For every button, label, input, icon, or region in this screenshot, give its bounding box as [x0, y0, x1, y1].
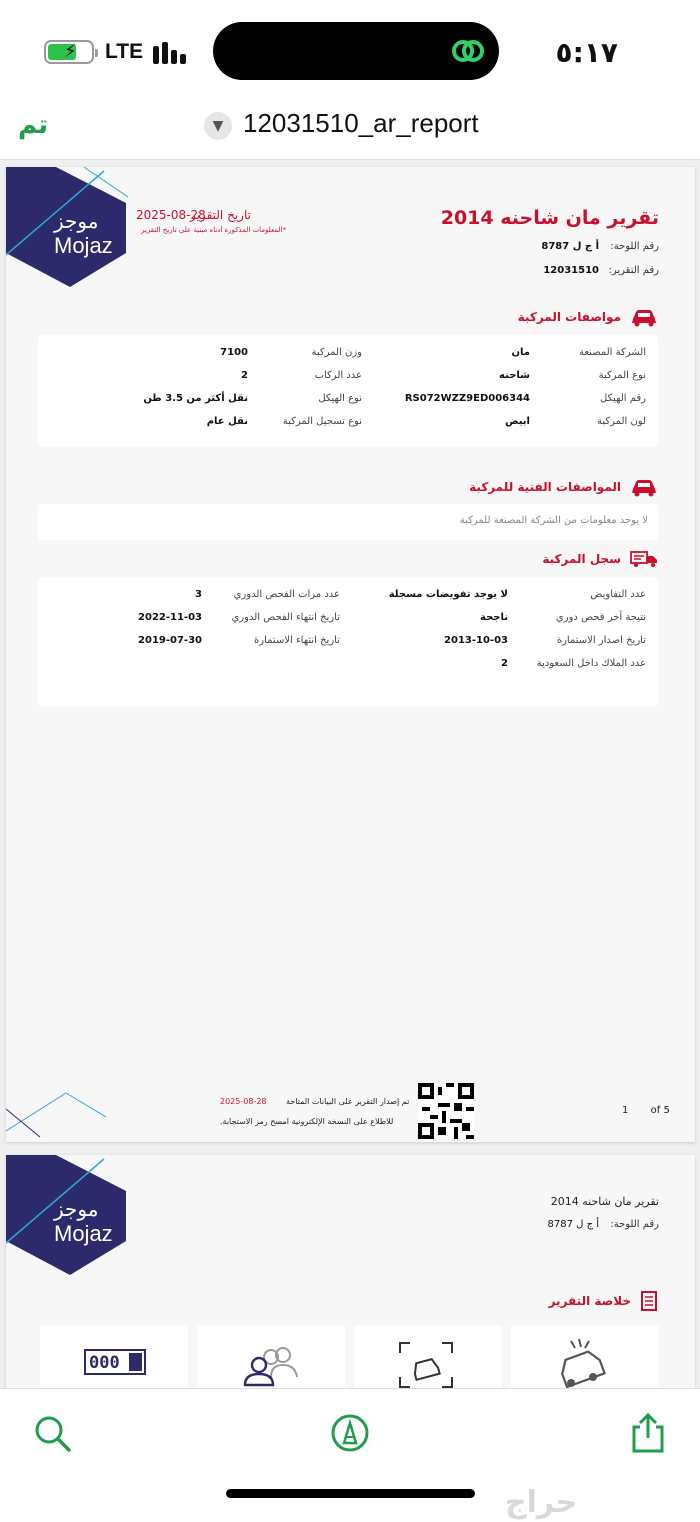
document-nav-bar: [0, 100, 700, 160]
section-vehicle-history: [542, 549, 659, 569]
spec-value: 7100: [220, 347, 248, 358]
logo-english: Mojaz: [54, 1221, 113, 1246]
link-rings-icon: [451, 35, 485, 67]
spec-value: شاحنه: [499, 370, 530, 381]
logo-english: Mojaz: [54, 233, 113, 258]
report-title: تقرير مان شاحنه 2014: [440, 207, 659, 229]
history-label: تاريخ انتهاء الفحص الدوري: [231, 612, 340, 623]
page-current: 1: [622, 1105, 629, 1116]
empty-message: لا يوجد معلومات من الشركة المصنعة للمركبة: [459, 515, 648, 526]
plate-label: رقم اللوحة:: [610, 1219, 659, 1230]
history-value: 2013-10-03: [444, 635, 508, 646]
report-page-2[interactable]: [6, 1155, 695, 1395]
document-list-icon: [639, 1291, 659, 1311]
logo-arabic: موجز: [54, 209, 99, 233]
chevron-down-icon[interactable]: ▼: [204, 112, 232, 140]
bottom-toolbar: [0, 1388, 700, 1522]
owners-tile[interactable]: [197, 1325, 345, 1395]
page-indicator: [622, 1105, 670, 1116]
odometer-tile[interactable]: [40, 1325, 188, 1395]
history-value: 3: [195, 589, 202, 600]
section-title: المواصفات الفنية للمركبة: [469, 480, 621, 494]
history-label: تاريخ اصدار الاستمارة: [556, 635, 646, 646]
history-value: 2022-11-03: [138, 612, 202, 623]
done-button[interactable]: تم: [18, 110, 49, 140]
issued-note: تم إصدار التقرير على البيانات المتاحة: [286, 1097, 410, 1106]
logo-arabic: موجز: [54, 1197, 99, 1221]
history-value: 2019-07-30: [138, 635, 202, 646]
clock: ٥:١٧: [555, 36, 618, 69]
scan-tile[interactable]: [354, 1325, 502, 1395]
spec-value: نقل عام: [206, 416, 248, 427]
plate-value: أ ج ل 8787: [547, 1219, 599, 1230]
car-icon: [629, 307, 659, 327]
vehicle-specs-card: [38, 335, 658, 447]
history-label: نتيجة آخر فحص دوري: [555, 612, 646, 623]
svg-text:000: 000: [89, 1353, 120, 1373]
history-value: 2: [501, 658, 508, 669]
report-date-value: 2025-08-28: [136, 208, 206, 222]
spec-label: رقم الهيكل: [600, 393, 646, 404]
scan-car-icon: [398, 1341, 454, 1389]
spec-label: عدد الركاب: [314, 370, 362, 381]
accident-tile[interactable]: [511, 1325, 659, 1395]
vehicle-history-card: [38, 577, 658, 707]
signal-bars-icon: [153, 42, 189, 64]
spec-value: ابيض: [505, 416, 530, 427]
section-technical-specs: [469, 477, 659, 497]
report-date-label: تاريخ التقرير: [190, 208, 251, 222]
status-bar: [0, 0, 700, 100]
plate-label: رقم اللوحة:: [610, 241, 659, 252]
owners-icon: [241, 1343, 303, 1387]
section-title: مواصفات المركبة: [517, 310, 621, 324]
spec-label: الشركة المصنعة: [578, 347, 646, 358]
section-title: خلاصة التقرير: [548, 1294, 631, 1308]
issued-date: 2025-08-28: [220, 1097, 267, 1106]
section-report-summary: [549, 1291, 659, 1311]
spec-label: وزن المركبة: [311, 347, 362, 358]
dynamic-island: [213, 22, 499, 80]
spec-value: 2: [241, 370, 248, 381]
spec-value: نقل أكثر من 3.5 طن: [143, 393, 248, 404]
history-label: عدد مرات الفحص الدوري: [233, 589, 340, 600]
scan-note: للاطلاع على النسخة الإلكترونية امسح رمز الاستجابة.: [220, 1117, 394, 1126]
history-label: عدد الملاك داخل السعودية: [536, 658, 646, 669]
document-title[interactable]: 12031510_ar_report: [243, 108, 479, 138]
history-label: عدد التفاويض: [590, 589, 646, 600]
section-vehicle-specs: [518, 307, 659, 327]
spec-value: RS072WZZ9ED006344: [404, 393, 530, 404]
report-number-value: 12031510: [543, 265, 599, 276]
network-type: LTE: [105, 40, 144, 63]
qr-code[interactable]: [418, 1083, 474, 1139]
truck-list-icon: [629, 549, 659, 569]
technical-specs-card: [38, 504, 658, 540]
spec-value: مان: [511, 347, 530, 358]
history-label: تاريخ انتهاء الاستمارة: [254, 635, 340, 646]
battery-charging-icon: ⚡: [44, 40, 94, 64]
history-value: ناجحة: [480, 612, 508, 623]
page-total: of 5: [650, 1105, 670, 1116]
report-date-note: *المعلومات المذكورة أدناه مبنية على تاريخ التقرير: [141, 226, 286, 234]
watermark: حراج: [505, 1485, 578, 1520]
report-page-1[interactable]: [6, 167, 695, 1142]
search-icon[interactable]: [32, 1413, 72, 1453]
spec-label: لون المركبة: [597, 416, 646, 427]
markup-pen-icon[interactable]: [330, 1413, 370, 1453]
spec-label: نوع الهيكل: [318, 393, 362, 404]
car-icon: [629, 477, 659, 497]
section-title: سجل المركبة: [542, 552, 621, 566]
history-value: لا يوجد تفويضات مسجلة: [388, 589, 508, 600]
report-title: تقرير مان شاحنه 2014: [550, 1195, 659, 1208]
corner-decoration: [6, 1087, 106, 1142]
plate-value: أ ج ل 8787: [541, 241, 599, 252]
home-indicator[interactable]: [226, 1489, 475, 1498]
accident-car-icon: [551, 1337, 611, 1391]
odometer-icon: [84, 1349, 146, 1375]
report-number-label: رقم التقرير:: [608, 265, 659, 276]
spec-label: نوع تسجيل المركبة: [282, 416, 362, 427]
share-icon[interactable]: [628, 1413, 668, 1453]
spec-label: نوع المركبة: [598, 370, 646, 381]
